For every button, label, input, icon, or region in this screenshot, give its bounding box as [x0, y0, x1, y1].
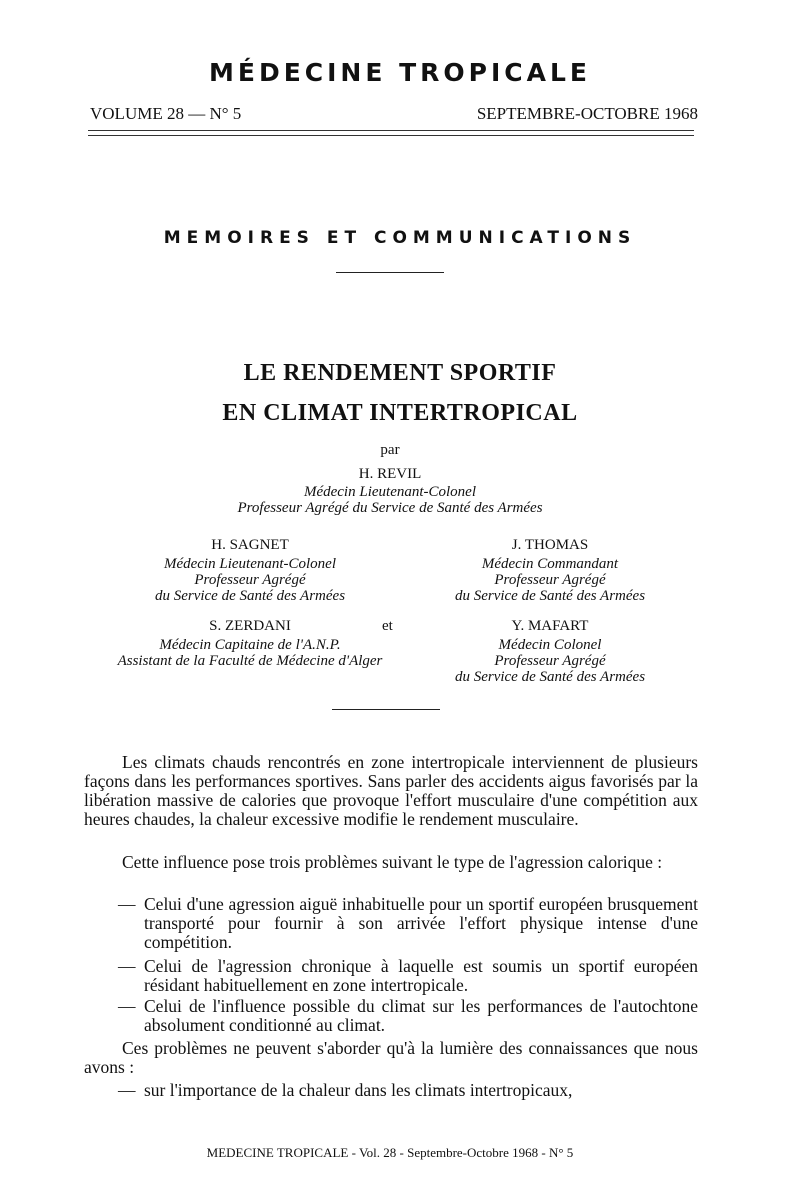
author-mafart: [420, 618, 680, 685]
author-line: Professeur Agrégé: [494, 572, 606, 588]
header-rule-bottom: [88, 135, 694, 136]
author-name: J. THOMAS: [511, 537, 589, 553]
body-paragraph-2: Cette influence pose trois problèmes suivant le type de l'agression calorique :: [122, 852, 663, 872]
header-rule-top: [88, 130, 694, 131]
author-line: du Service de Santé des Armées: [454, 588, 646, 604]
dash-marker: —: [118, 1080, 136, 1100]
lead-author-name: H. REVIL: [358, 466, 422, 482]
list-item: [118, 997, 698, 1035]
list-item-text: Celui de l'influence possible du climat sur les performances de l'autochtone absolument conditionné au climat.: [144, 996, 698, 1035]
author-thomas: [420, 537, 680, 604]
lead-author-affiliation: Professeur Agrégé du Service de Santé des Armées: [237, 500, 543, 516]
body-paragraph-1: Les climats chauds rencontrés en zone intertropicale interviennent de plusieurs façons dans les performances sportives. Sans parler des accidents aigus favorisés par la libération massive de calories que provoque l'effort musculaire d'une compétition aux heures chaudes, la chaleur excessive modifie le rendement musculaire.: [84, 752, 698, 829]
issue-date: SEPTEMBRE-OCTOBRE 1968: [476, 104, 698, 123]
author-sagnet: [120, 537, 380, 604]
body-paragraph-3: Ces problèmes ne peuvent s'aborder qu'à la lumière des connaissances que nous avons :: [84, 1038, 698, 1077]
dash-marker: —: [118, 894, 136, 914]
list-item: [118, 957, 698, 995]
author-name: Y. MAFART: [511, 618, 589, 634]
section-divider: [336, 272, 444, 273]
author-conjunction: et: [382, 618, 393, 634]
author-line: du Service de Santé des Armées: [154, 588, 346, 604]
lead-author-rank: Médecin Lieutenant-Colonel: [303, 484, 477, 500]
author-line: Professeur Agrégé: [194, 572, 306, 588]
author-divider: [332, 709, 440, 710]
author-line: Médecin Lieutenant-Colonel: [163, 556, 337, 572]
author-zerdani: [70, 618, 430, 669]
list-item-text: Celui d'une agression aiguë inhabituelle pour un sportif européen brusquement transporté pour fournir à son arrivée l'effort physique intense d'une compétition.: [144, 894, 698, 952]
article-title-line1: LE RENDEMENT SPORTIF: [243, 360, 557, 386]
by-label: par: [380, 442, 400, 458]
article-title-line2: EN CLIMAT INTERTROPICAL: [222, 400, 578, 426]
volume-number: VOLUME 28 — N° 5: [90, 104, 242, 123]
section-heading: MEMOIRES ET COMMUNICATIONS: [163, 228, 637, 248]
list-item: [118, 1081, 698, 1100]
page-footer: MEDECINE TROPICALE - Vol. 28 - Septembre-Octobre 1968 - N° 5: [206, 1145, 574, 1160]
dash-marker: —: [118, 956, 136, 976]
list-item: [118, 895, 698, 952]
author-line: du Service de Santé des Armées: [454, 669, 646, 685]
dash-marker: —: [118, 996, 136, 1016]
author-name: S. ZERDANI: [209, 618, 291, 634]
author-line: Médecin Capitaine de l'A.N.P.: [159, 637, 341, 653]
author-line: Médecin Colonel: [498, 637, 602, 653]
list-item-text: Celui de l'agression chronique à laquelle est soumis un sportif européen résidant habituellement en zone intertropicale.: [144, 956, 698, 995]
journal-title: MÉDECINE TROPICALE: [208, 58, 592, 87]
author-line: Assistant de la Faculté de Médecine d'Alger: [117, 653, 383, 669]
list-item-text: sur l'importance de la chaleur dans les climats intertropicaux,: [144, 1080, 573, 1100]
author-line: Professeur Agrégé: [494, 653, 606, 669]
author-line: Médecin Commandant: [481, 556, 619, 572]
author-name: H. SAGNET: [211, 537, 289, 553]
